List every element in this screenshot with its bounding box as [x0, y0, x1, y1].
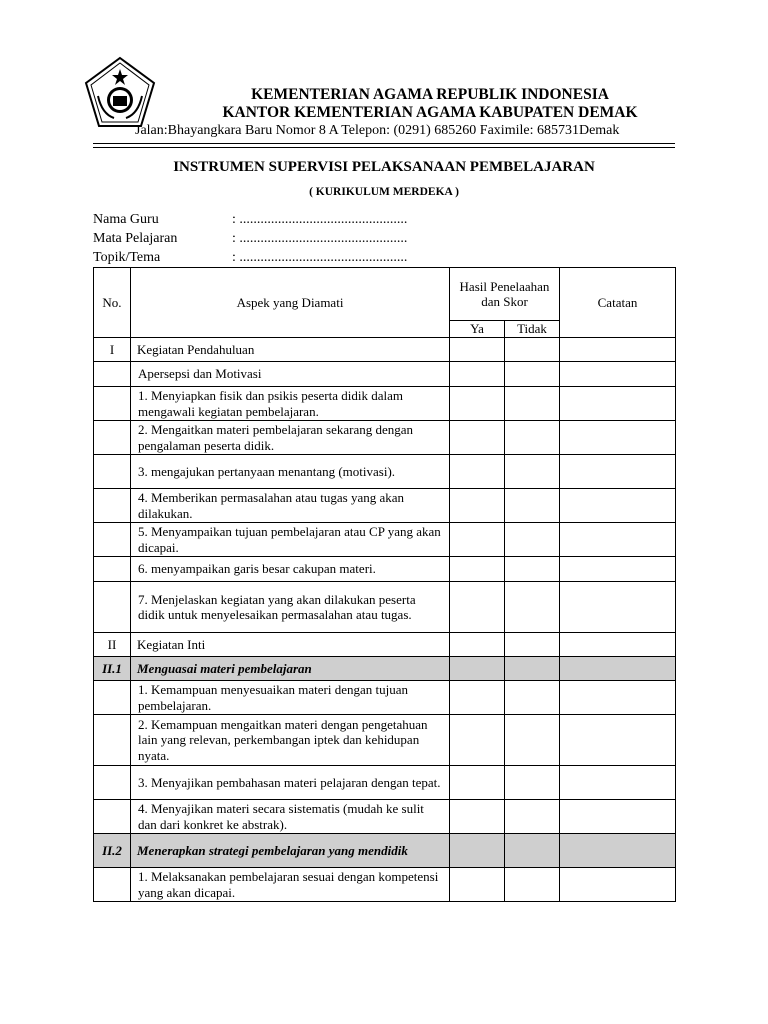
row-number: I [94, 338, 131, 362]
field-label: Mata Pelajaran [93, 231, 178, 246]
catatan-cell[interactable] [560, 489, 676, 523]
ya-cell[interactable] [450, 715, 505, 766]
tidak-cell[interactable] [505, 766, 560, 800]
row-number [94, 387, 131, 421]
table-row [94, 523, 676, 557]
header-divider [93, 143, 675, 144]
catatan-cell[interactable] [560, 557, 676, 582]
section-row [94, 633, 676, 657]
row-aspek: 4. Menyajikan materi secara sistematis (mudah ke sulit dan dari konkret ke abstrak). [131, 800, 450, 834]
ya-cell[interactable] [450, 557, 505, 582]
row-aspek: 2. Mengaitkan materi pembelajaran sekarang dengan pengalaman peserta didik. [131, 421, 450, 455]
table-row [94, 681, 676, 715]
tidak-cell[interactable] [505, 489, 560, 523]
row-aspek: 6. menyampaikan garis besar cakupan materi. [131, 557, 450, 582]
catatan-cell[interactable] [560, 455, 676, 489]
table-row [94, 455, 676, 489]
tidak-cell[interactable] [505, 681, 560, 715]
field-label: Topik/Tema [93, 250, 161, 265]
header-no: No. [94, 268, 131, 338]
catatan-cell[interactable] [560, 681, 676, 715]
ya-cell[interactable] [450, 523, 505, 557]
catatan-cell[interactable] [560, 582, 676, 633]
table-row [94, 582, 676, 633]
table-row [94, 362, 676, 387]
row-aspek: 5. Menyampaikan tujuan pembelajaran atau CP yang akan dicapai. [131, 523, 450, 557]
subsection-row [94, 657, 676, 681]
ya-cell[interactable] [450, 421, 505, 455]
ya-cell[interactable] [450, 766, 505, 800]
catatan-cell[interactable] [560, 633, 676, 657]
field-value: : ................................................ [232, 231, 408, 246]
ministry-emblem-icon [84, 56, 156, 128]
row-aspek: Kegiatan Pendahuluan [131, 338, 450, 362]
catatan-cell[interactable] [560, 715, 676, 766]
ya-cell[interactable] [450, 455, 505, 489]
tidak-cell[interactable] [505, 421, 560, 455]
row-aspek: 4. Memberikan permasalahan atau tugas yang akan dilakukan. [131, 489, 450, 523]
row-number [94, 800, 131, 834]
tidak-cell[interactable] [505, 657, 560, 681]
ya-cell[interactable] [450, 338, 505, 362]
field-nama-guru [93, 212, 675, 230]
table-row [94, 557, 676, 582]
row-number [94, 362, 131, 387]
catatan-cell[interactable] [560, 523, 676, 557]
row-aspek: 1. Kemampuan menyesuaikan materi dengan tujuan pembelajaran. [131, 681, 450, 715]
tidak-cell[interactable] [505, 557, 560, 582]
catatan-cell[interactable] [560, 834, 676, 868]
header-catatan: Catatan [560, 268, 676, 338]
table-row [94, 800, 676, 834]
tidak-cell[interactable] [505, 455, 560, 489]
tidak-cell[interactable] [505, 338, 560, 362]
field-value: : ................................................ [232, 212, 408, 227]
document-title: INSTRUMEN SUPERVISI PELAKSANAAN PEMBELAJARAN [173, 159, 595, 175]
row-number [94, 489, 131, 523]
tidak-cell[interactable] [505, 715, 560, 766]
table-row [94, 387, 676, 421]
tidak-cell[interactable] [505, 868, 560, 902]
tidak-cell[interactable] [505, 523, 560, 557]
row-aspek: Kegiatan Inti [131, 633, 450, 657]
office-address: Jalan:Bhayangkara Baru Nomor 8 A Telepon: (0291) 685260 Faximile: 685731Demak [135, 123, 620, 138]
office-name: KANTOR KEMENTERIAN AGAMA KABUPATEN DEMAK [222, 104, 638, 121]
tidak-cell[interactable] [505, 582, 560, 633]
row-number [94, 868, 131, 902]
row-number: II.2 [94, 834, 131, 868]
row-number [94, 681, 131, 715]
row-number [94, 715, 131, 766]
ya-cell[interactable] [450, 489, 505, 523]
row-aspek: 3. Menyajikan pembahasan materi pelajaran dengan tepat. [131, 766, 450, 800]
row-aspek: 1. Menyiapkan fisik dan psikis peserta didik dalam mengawali kegiatan pembelajaran. [131, 387, 450, 421]
row-number [94, 421, 131, 455]
catatan-cell[interactable] [560, 387, 676, 421]
document-subtitle: ( KURIKULUM MERDEKA ) [309, 186, 459, 198]
catatan-cell[interactable] [560, 657, 676, 681]
section-row [94, 338, 676, 362]
header-hasil: Hasil Penelaahan dan Skor [450, 268, 560, 321]
row-aspek: 7. Menjelaskan kegiatan yang akan dilakukan peserta didik untuk menyelesaikan permasalahan atau tugas. [131, 582, 450, 633]
row-aspek: 1. Melaksanakan pembelajaran sesuai dengan kompetensi yang akan dicapai. [131, 868, 450, 902]
row-number: II.1 [94, 657, 131, 681]
row-aspek: Menguasai materi pembelajaran [131, 657, 450, 681]
field-topik-tema [93, 250, 675, 268]
row-number: II [94, 633, 131, 657]
row-aspek: 3. mengajukan pertanyaan menantang (motivasi). [131, 455, 450, 489]
field-value: : ................................................ [232, 250, 408, 265]
ya-cell[interactable] [450, 657, 505, 681]
header-aspek: Aspek yang Diamati [131, 268, 450, 338]
field-mata-pelajaran [93, 231, 675, 249]
supervision-table [93, 267, 676, 902]
row-number [94, 455, 131, 489]
row-number [94, 766, 131, 800]
organization-name: KEMENTERIAN AGAMA REPUBLIK INDONESIA [251, 86, 609, 103]
tidak-cell[interactable] [505, 633, 560, 657]
catatan-cell[interactable] [560, 766, 676, 800]
catatan-cell[interactable] [560, 800, 676, 834]
row-aspek: Apersepsi dan Motivasi [131, 362, 450, 387]
ya-cell[interactable] [450, 681, 505, 715]
tidak-cell[interactable] [505, 800, 560, 834]
row-aspek: 2. Kemampuan mengaitkan materi dengan pengetahuan lain yang relevan, perkembangan iptek dan kehidupan nyata. [131, 715, 450, 766]
table-row [94, 489, 676, 523]
ya-cell[interactable] [450, 387, 505, 421]
tidak-cell[interactable] [505, 362, 560, 387]
ya-cell[interactable] [450, 362, 505, 387]
tidak-cell[interactable] [505, 387, 560, 421]
table-row [94, 766, 676, 800]
table-row [94, 868, 676, 902]
subsection-row [94, 834, 676, 868]
table-row [94, 421, 676, 455]
row-aspek: Menerapkan strategi pembelajaran yang mendidik [131, 834, 450, 868]
table-header-row [94, 268, 676, 321]
header-tidak: Tidak [505, 321, 560, 338]
row-number [94, 582, 131, 633]
ya-cell[interactable] [450, 868, 505, 902]
ya-cell[interactable] [450, 633, 505, 657]
catatan-cell[interactable] [560, 868, 676, 902]
row-number [94, 523, 131, 557]
field-label: Nama Guru [93, 212, 159, 227]
header-ya: Ya [450, 321, 505, 338]
table-row [94, 715, 676, 766]
catatan-cell[interactable] [560, 421, 676, 455]
ya-cell[interactable] [450, 800, 505, 834]
ya-cell[interactable] [450, 834, 505, 868]
ya-cell[interactable] [450, 582, 505, 633]
catatan-cell[interactable] [560, 338, 676, 362]
row-number [94, 557, 131, 582]
header-divider-thin [93, 147, 675, 148]
catatan-cell[interactable] [560, 362, 676, 387]
tidak-cell[interactable] [505, 834, 560, 868]
